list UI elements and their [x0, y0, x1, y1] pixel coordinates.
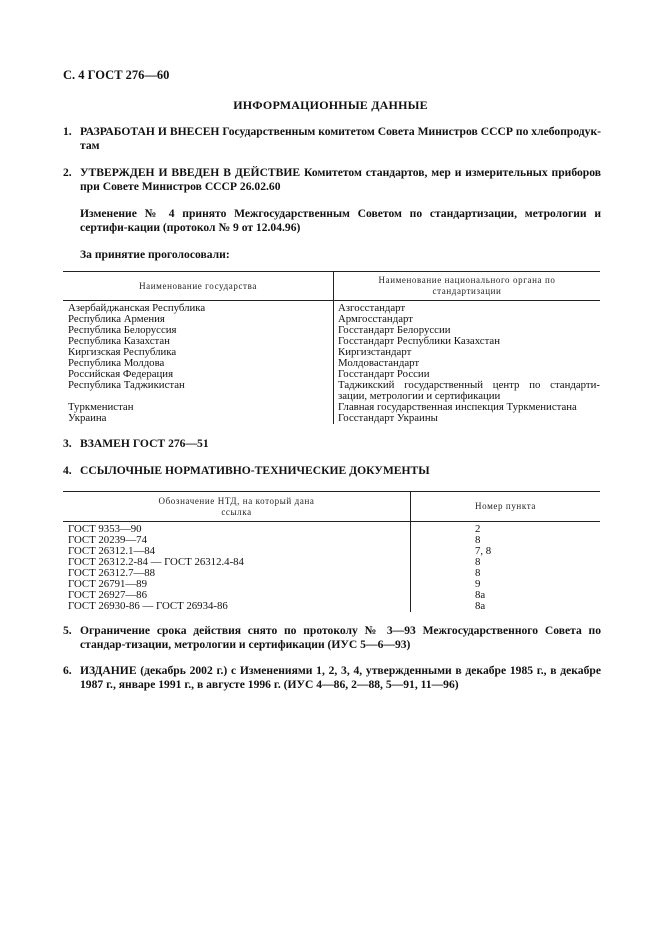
body-cell: Азгосстандарт: [338, 302, 406, 314]
designation-cell: ГОСТ 26927—86: [63, 590, 411, 601]
designation-cell: ГОСТ 26930-86 — ГОСТ 26934-86: [63, 601, 411, 612]
column-header-state: Наименование государства: [63, 272, 334, 301]
amendment-note: Изменение № 4 принято Межгосударственным Советом по стандартизации, метрологии и сертифи-кации (протокол № 9 от 12.04.96): [80, 207, 601, 234]
column-header-body: [334, 272, 601, 301]
clause-cell: 2: [475, 523, 481, 535]
column-header-clause: Номер пункта: [475, 501, 536, 511]
table-header-row: [63, 492, 600, 522]
table-row: [63, 413, 600, 424]
voting-table: [63, 271, 600, 424]
item-number: 4.: [63, 464, 72, 477]
body-cell: Госстандарт Республики Казахстан: [338, 335, 500, 347]
body-cell: Таджикский государственный центр по стандарти-зации, метрологии и сертификации: [338, 379, 600, 402]
clause-cell: 8а: [475, 589, 486, 601]
clause-cell: 8: [475, 567, 481, 579]
references-table: [63, 491, 600, 612]
state-cell: Киргизская Республика: [63, 347, 334, 358]
state-cell: Республика Молдова: [63, 358, 334, 369]
clause-cell: 8а: [475, 600, 486, 612]
designation-cell: ГОСТ 26312.7—88: [63, 568, 411, 579]
state-cell: Республика Армения: [63, 314, 334, 325]
state-cell: Азербайджанская Республика: [63, 303, 334, 314]
state-cell: Республика Таджикистан: [63, 380, 334, 402]
info-item-2: [63, 166, 601, 194]
item-text: Ограничение срока действия снято по протоколу № 3—93 Межгосударственного Совета по стандар-тизации, метрологии и сертификации (ИУС 5—6—93): [80, 624, 601, 651]
clause-cell: 8: [475, 556, 481, 568]
clause-cell: 8: [475, 534, 481, 546]
designation-cell: ГОСТ 26312.1—84: [63, 546, 411, 557]
item-text: УТВЕРЖДЕН И ВВЕДЕН В ДЕЙСТВИЕ Комитетом стандартов, мер и измерительных приборов при Совете Министров СССР 26.02.60: [80, 166, 601, 193]
item-text: ССЫЛОЧНЫЕ НОРМАТИВНО-ТЕХНИЧЕСКИЕ ДОКУМЕНТЫ: [80, 464, 430, 477]
item-text: ВЗАМЕН ГОСТ 276—51: [80, 437, 209, 450]
item-number: 1.: [63, 125, 72, 138]
info-item-1: [63, 125, 601, 153]
section-title: ИНФОРМАЦИОННЫЕ ДАННЫЕ: [233, 98, 428, 112]
designation-cell: ГОСТ 20239—74: [63, 535, 411, 546]
body-cell: Главная государственная инспекция Туркменистана: [338, 401, 577, 413]
item-number: 3.: [63, 437, 72, 450]
body-cell: Армгосстандарт: [338, 313, 413, 325]
clause-cell: 7, 8: [475, 545, 492, 557]
voted-label: За принятие проголосовали:: [80, 248, 230, 261]
body-cell: Молдовастандарт: [338, 357, 420, 369]
item-number: 5.: [63, 624, 72, 637]
body-cell: Киргизстандарт: [338, 346, 412, 358]
body-cell: Госстандарт Белоруссии: [338, 324, 451, 336]
info-item-4: [63, 464, 601, 478]
table-row: [63, 380, 600, 402]
item-number: 6.: [63, 664, 72, 677]
state-cell: Республика Казахстан: [63, 336, 334, 347]
table-header-row: [63, 272, 600, 301]
column-header-designation: [63, 492, 411, 522]
info-item-3: [63, 437, 601, 451]
state-cell: Украина: [63, 413, 334, 424]
state-cell: Республика Белоруссия: [63, 325, 334, 336]
item-number: 2.: [63, 166, 72, 179]
state-cell: Российская Федерация: [63, 369, 334, 380]
info-item-6: [63, 664, 601, 692]
state-cell: Туркменистан: [63, 402, 334, 413]
table-row: [63, 402, 600, 413]
page-header: С. 4 ГОСТ 276—60: [63, 68, 170, 82]
designation-cell: ГОСТ 26791—89: [63, 579, 411, 590]
clause-cell: 9: [475, 578, 481, 590]
designation-cell: ГОСТ 9353—90: [63, 524, 411, 535]
body-cell: Госстандарт России: [338, 368, 430, 380]
designation-cell: ГОСТ 26312.2-84 — ГОСТ 26312.4-84: [63, 557, 411, 568]
item-text: ИЗДАНИЕ (декабрь 2002 г.) с Изменениями 1, 2, 3, 4, утвержденными в декабре 1985 г., в декабре 1987 г., январе 1991 г., в августе 1996 г. (ИУС 4—86, 2—88, 5—91, 11—96): [80, 664, 601, 691]
column-header-body-text: Наименование национального органа по стандартизации: [378, 275, 556, 296]
table-row: [63, 601, 600, 612]
info-item-5: [63, 624, 601, 652]
body-cell: Госстандарт Украины: [338, 412, 438, 424]
column-header-designation-text: Обозначение НТД, на который дана ссылка: [158, 495, 315, 517]
item-text: РАЗРАБОТАН И ВНЕСЕН Государственным комитетом Совета Министров СССР по хлебопродук-там: [80, 125, 601, 152]
